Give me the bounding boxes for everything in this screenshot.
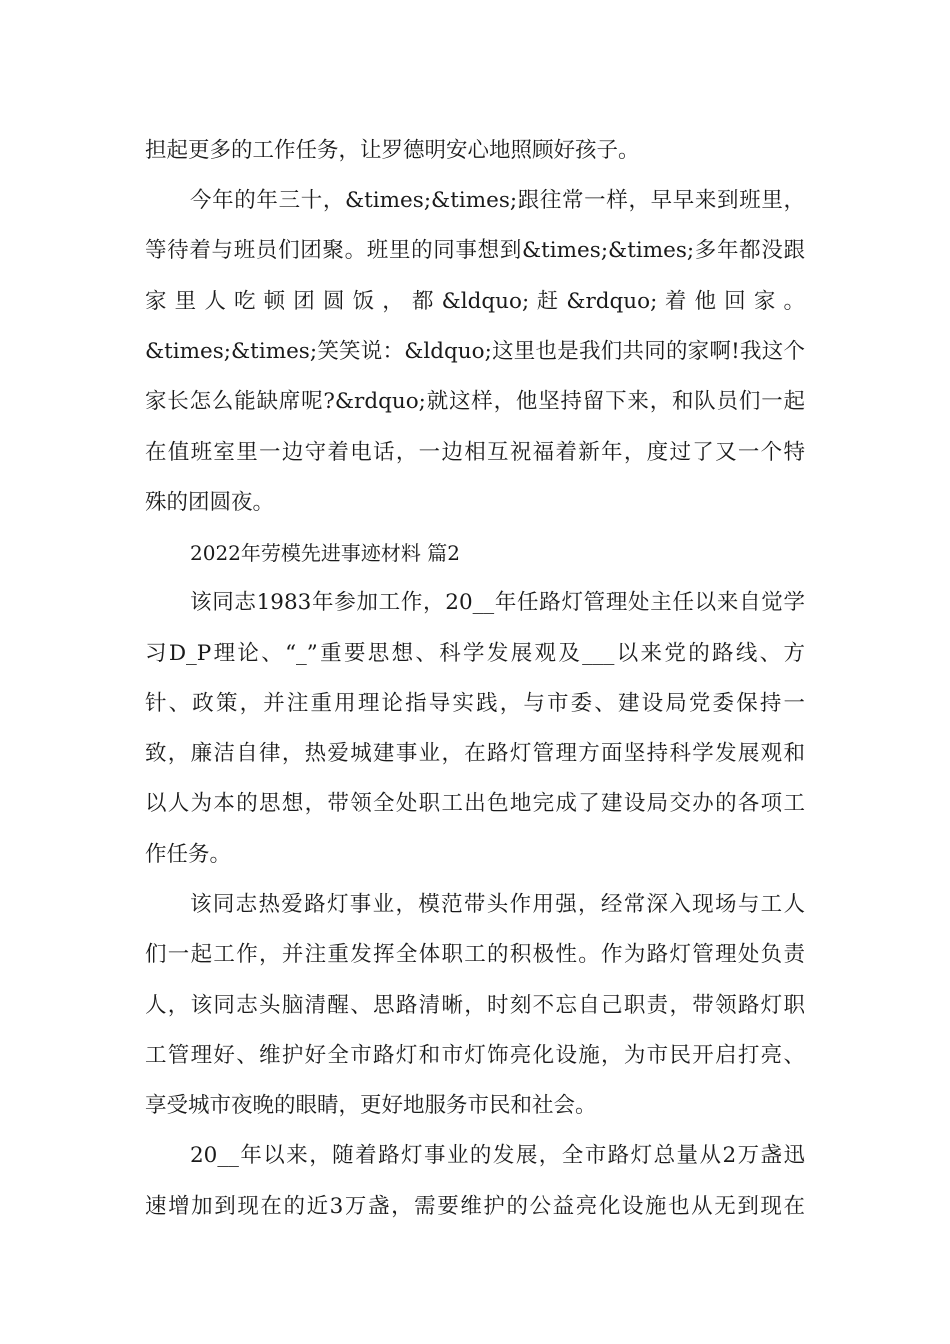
paragraph-line: 致，廉洁自律，热爱城建事业，在路灯管理方面坚持科学发展观和 xyxy=(145,741,805,766)
paragraph-line: 们一起工作，并注重发挥全体职工的积极性。作为路灯管理处负责 xyxy=(145,942,805,967)
paragraph-line: 殊的团圆夜。 xyxy=(145,490,275,515)
paragraph-line: &times;&times;笑笑说：&ldquo;这里也是我们共同的家啊!我这个 xyxy=(145,339,805,364)
paragraph-line: 担起更多的工作任务，让罗德明安心地照顾好孩子。 xyxy=(145,138,640,163)
paragraph-line: 该同志1983年参加工作，20__年任路灯管理处主任以来自觉学 xyxy=(190,590,805,615)
paragraph-line: 享受城市夜晚的眼睛，更好地服务市民和社会。 xyxy=(145,1093,597,1118)
paragraph-line: 家长怎么能缺席呢?&rdquo;就这样，他坚持留下来，和队员们一起 xyxy=(145,389,805,414)
paragraph-line: 人，该同志头脑清醒、思路清晰，时刻不忘自己职责，带领路灯职 xyxy=(145,993,805,1018)
section-heading: 2022年劳模先进事迹材料 篇2 xyxy=(190,541,460,565)
paragraph-line: 家 里 人 吃 顿 团 圆 饭 ， 都 &ldquo; 赶 &rdquo; 着 他 回 家 。 xyxy=(145,289,805,314)
paragraph-line: 习D_P理论、“_”重要思想、科学发展观及___以来党的路线、方 xyxy=(145,641,805,666)
paragraph-line: 今年的年三十，&times;&times;跟往常一样，早早来到班里， xyxy=(190,188,805,213)
paragraph-line: 针、政策，并注重用理论指导实践，与市委、建设局党委保持一 xyxy=(145,691,805,716)
paragraph-line: 20__年以来，随着路灯事业的发展，全市路灯总量从2万盏迅 xyxy=(190,1143,805,1168)
paragraph-line: 工管理好、维护好全市路灯和市灯饰亮化设施，为市民开启打亮、 xyxy=(145,1043,805,1068)
paragraph-line: 作任务。 xyxy=(145,842,232,867)
paragraph-line: 以人为本的思想，带领全处职工出色地完成了建设局交办的各项工 xyxy=(145,791,805,816)
paragraph-line: 在值班室里一边守着电话，一边相互祝福着新年，度过了又一个特 xyxy=(145,440,805,465)
paragraph-line: 速增加到现在的近3万盏，需要维护的公益亮化设施也从无到现在 xyxy=(145,1194,805,1219)
paragraph-line: 该同志热爱路灯事业，模范带头作用强，经常深入现场与工人 xyxy=(190,892,805,917)
paragraph-line: 等待着与班员们团聚。班里的同事想到&times;&times;多年都没跟 xyxy=(145,238,805,263)
